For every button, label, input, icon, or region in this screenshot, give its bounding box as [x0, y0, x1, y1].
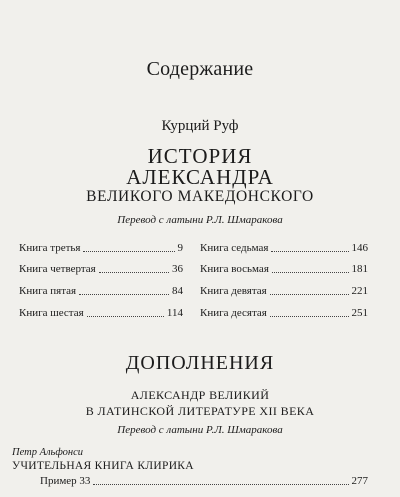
title-line-3: ВЕЛИКОГО МАКЕДОНСКОГО: [86, 188, 314, 205]
toc-entry-label: Книга десятая: [200, 307, 267, 319]
toc-entry-label: Книга восьмая: [200, 263, 269, 275]
toc-entry-page: 251: [351, 307, 368, 319]
title-line-1: ИСТОРИЯ: [147, 144, 253, 168]
additions-author: Петр Альфонси: [12, 447, 84, 458]
toc-entry[interactable]: [200, 241, 368, 255]
toc-entry-page: 9: [177, 242, 183, 254]
toc-entry-page: 221: [351, 285, 368, 297]
toc-leader-dots: [270, 285, 349, 295]
toc-leader-dots: [271, 242, 348, 252]
author-name: Курций Руф: [161, 118, 239, 134]
toc-entry-label: Книга шестая: [19, 307, 84, 319]
toc-entry-page: 114: [166, 307, 183, 319]
translator-note: Перевод с латыни Р.Л. Шмаракова: [117, 214, 283, 226]
toc-leader-dots: [87, 307, 164, 317]
toc-entry[interactable]: [19, 306, 183, 320]
toc-entry-page: 181: [351, 263, 368, 275]
additions-title-line-1: АЛЕКСАНДР ВЕЛИКИЙ: [130, 388, 270, 402]
toc-leader-dots: [270, 307, 349, 317]
toc-entry-label: Книга седьмая: [200, 242, 269, 254]
toc-leader-dots: [93, 475, 348, 485]
title-line-2: АЛЕКСАНДРА: [126, 165, 274, 189]
toc-entry-label: Книга пятая: [19, 285, 77, 297]
toc-entry-label: Книга девятая: [200, 285, 267, 297]
toc-entry[interactable]: [40, 474, 368, 488]
toc-entry-page: 36: [172, 263, 183, 275]
toc-entry-label: Пример 33: [40, 475, 91, 487]
additions-heading: ДОПОЛНЕНИЯ: [125, 352, 275, 374]
contents-heading: Содержание: [146, 58, 254, 80]
toc-leader-dots: [99, 263, 169, 273]
toc-entry[interactable]: [200, 306, 368, 320]
toc-entry[interactable]: [19, 262, 183, 276]
toc-entry[interactable]: [200, 284, 368, 298]
toc-entry-page: 84: [172, 285, 183, 297]
additions-title-line-2: В ЛАТИНСКОЙ ЛИТЕРАТУРЕ XII ВЕКА: [85, 404, 315, 418]
toc-leader-dots: [79, 285, 169, 295]
toc-entry[interactable]: [200, 262, 368, 276]
toc-entry-page: 146: [351, 242, 368, 254]
toc-entry-label: Книга третья: [19, 242, 81, 254]
toc-entry[interactable]: [19, 241, 183, 255]
toc-entry-label: Книга четвертая: [19, 263, 96, 275]
toc-entry[interactable]: [19, 284, 183, 298]
toc-leader-dots: [272, 263, 349, 273]
toc-entry-page: 277: [351, 475, 368, 487]
toc-leader-dots: [83, 242, 174, 252]
additions-work-title: УЧИТЕЛЬНАЯ КНИГА КЛИРИКА: [12, 460, 194, 472]
additions-translator-note: Перевод с латыни Р.Л. Шмаракова: [117, 424, 283, 436]
